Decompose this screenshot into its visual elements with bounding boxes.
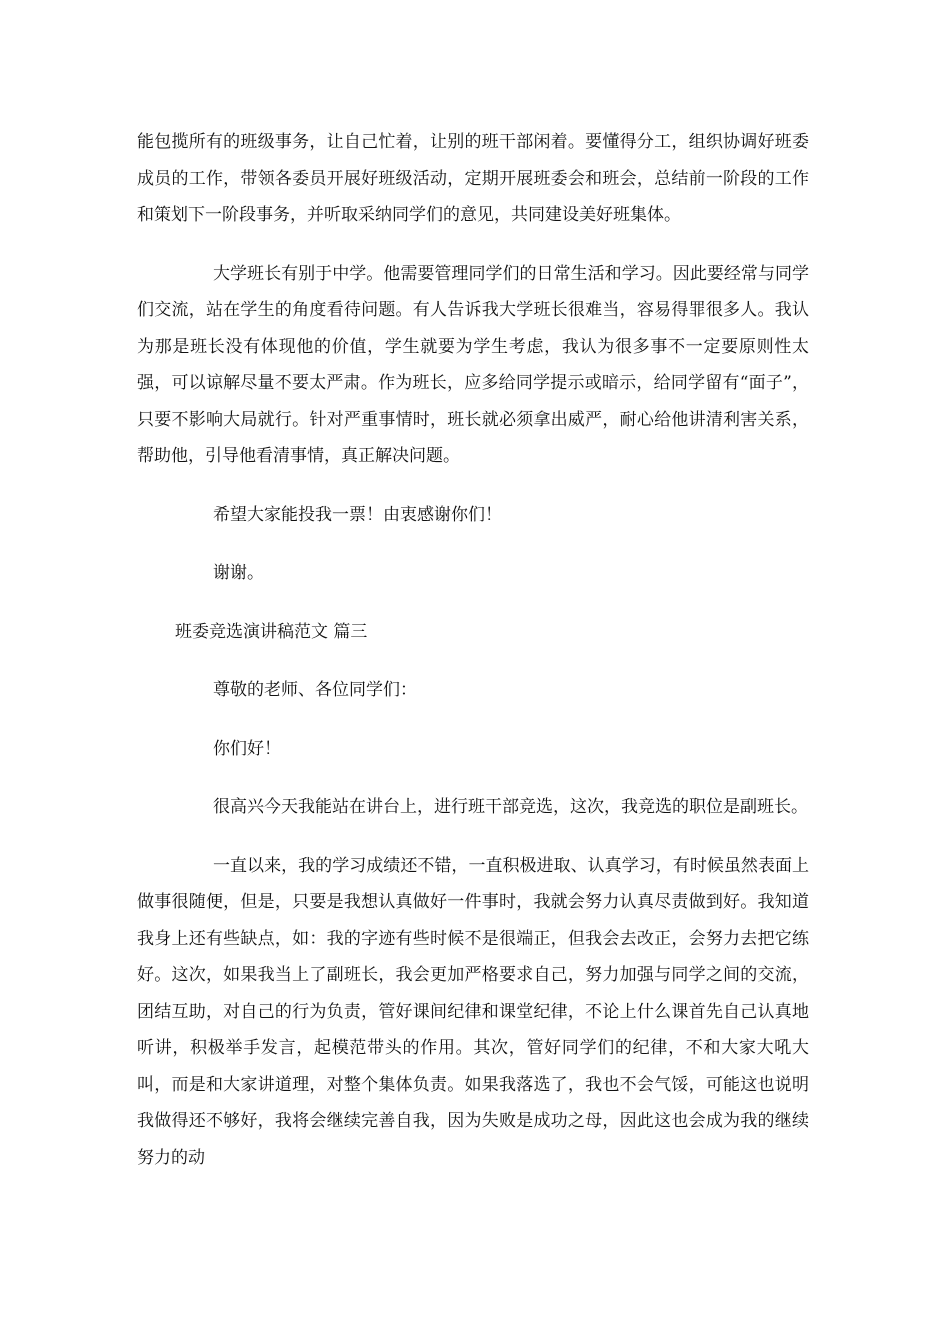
document-page bbox=[137, 124, 809, 1198]
paragraph-greeting: 你们好！ bbox=[213, 738, 281, 759]
paragraph-thanks: 谢谢。 bbox=[213, 563, 264, 583]
paragraph-self-description: 一直以来，我的学习成绩还不错，一直积极进取、认真学习，有时候虽然表面上做事很随便，但是，只要是我想认真做好一件事时，我就会努力认真尽责做到好。我知道我身上还有些缺点，如：我的字迹有些时候不是很端正，但我会去改正，会努力去把它练好。这次，如果我当上了副班长，我会更加严格要求自己，努力加强与同学之间的交流，团结互助，对自己的行为负责，管好课间纪律和课堂纪律，不论上什么课首先自己认真地听讲，积极举手发言，起模范带头的作用。其次，管好同学们的纪律，不和大家大吼大叫，而是和大家讲道理，对整个集体负责。如果我落选了，我也不会气馁，可能这也说明我做得还不够好，我将会继续完善自我，因为失败是成功之母，因此这也会成为我的继续努力的动 bbox=[137, 855, 809, 1168]
paragraph-vote-request: 希望大家能投我一票！由衷感谢你们！ bbox=[213, 504, 502, 525]
paragraph-salutation: 尊敬的老师、各位同学们： bbox=[213, 680, 417, 700]
section-heading: 班委竞选演讲稿范文 篇三 bbox=[175, 621, 368, 642]
paragraph-university-monitor: 大学班长有别于中学。他需要管理同学们的日常生活和学习。因此要经常与同学们交流，站在学生的角度看待问题。有人告诉我大学班长很难当，容易得罪很多人。我认为那是班长没有体现他的价值，学生就要为学生考虑，我认为很多事不一定要原则性太强，可以谅解尽量不要太严肃。作为班长，应多给同学提示或暗示，给同学留有“面子”，只要不影响大局就行。针对严重事情时，班长就必须拿出威严，耐心给他讲清利害关系，帮助他，引导他看清事情，真正解决问题。 bbox=[137, 263, 809, 466]
paragraph-class-work: 能包揽所有的班级事务，让自己忙着，让别的班干部闲着。要懂得分工，组织协调好班委成员的工作，带领各委员开展好班级活动，定期开展班委会和班会，总结前一阶段的工作和策划下一阶段事务，并听取采纳同学们的意见，共同建设美好班集体。 bbox=[137, 132, 809, 225]
paragraph-introduction: 很高兴今天我能站在讲台上，进行班干部竞选，这次，我竞选的职位是副班长。 bbox=[213, 797, 808, 817]
